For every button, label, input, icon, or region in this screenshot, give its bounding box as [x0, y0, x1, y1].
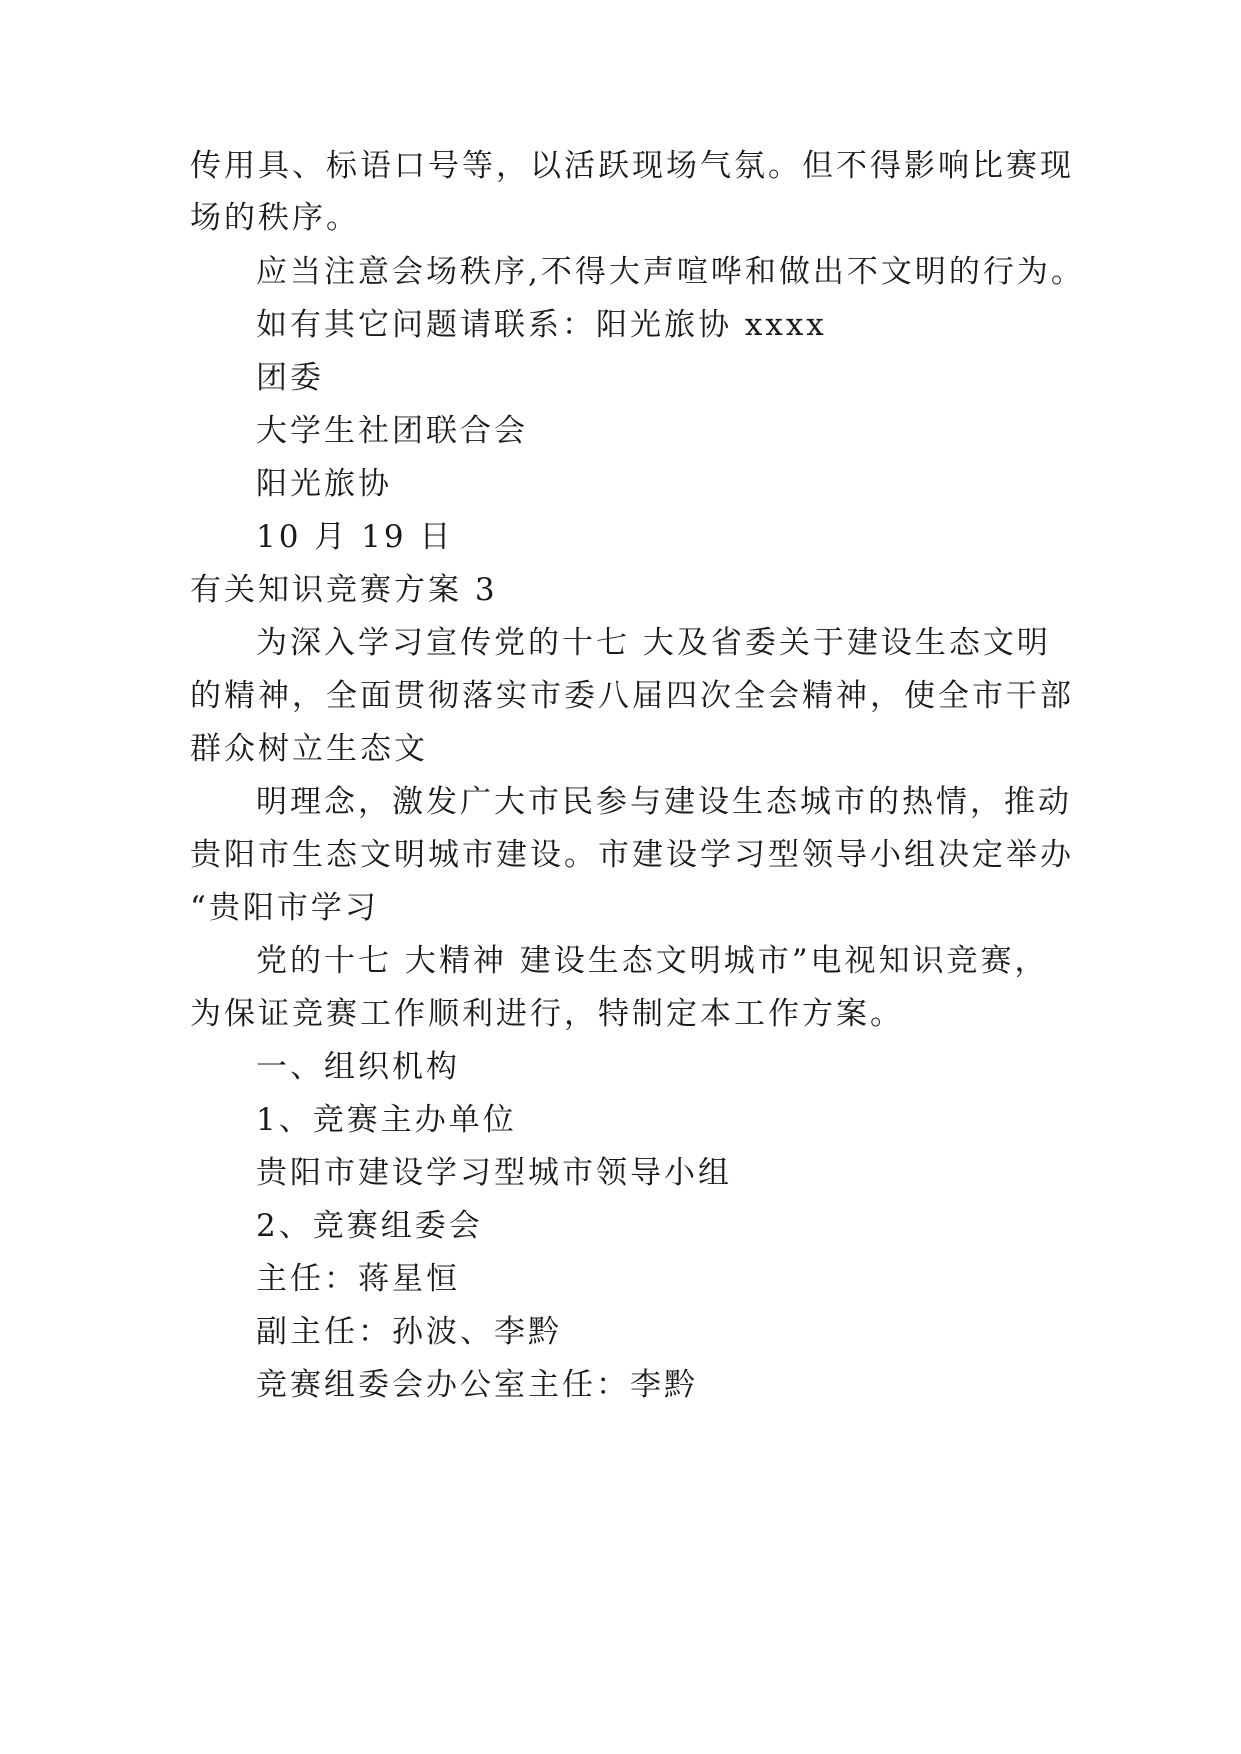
list-item: 贵阳市建设学习型城市领导小组: [256, 1155, 732, 1191]
body-text-line: 传用具、标语口号等，以活跃现场气氛。但不得影响比赛现: [190, 148, 1074, 184]
signature-date: 10 月 19 日: [256, 519, 454, 555]
body-text-line: 的精神，全面贯彻落实市委八届四次全会精神，使全市干部: [190, 678, 1074, 714]
section-heading: 有关知识竞赛方案 3: [190, 572, 498, 608]
signature-org-2: 大学生社团联合会: [256, 413, 528, 449]
body-text-line: 明理念，激发广大市民参与建设生态城市的热情，推动: [256, 784, 1072, 820]
body-text-line: 应当注意会场秩序,不得大声喧哗和做出不文明的行为。: [256, 254, 1085, 290]
body-text-line: 为保证竞赛工作顺利进行，特制定本工作方案。: [190, 996, 904, 1032]
body-text-line: 为深入学习宣传党的十七 大及省委关于建设生态文明: [256, 625, 1051, 661]
signature-org-3: 阳光旅协: [256, 466, 392, 502]
list-item: 2、竞赛组委会: [256, 1208, 483, 1244]
list-item: 主任：蒋星恒: [256, 1261, 460, 1297]
contact-line: 如有其它问题请联系：阳光旅协 xxxx: [256, 307, 827, 343]
subsection-heading: 一、组织机构: [256, 1049, 460, 1085]
list-item: 副主任：孙波、李黔: [256, 1314, 562, 1350]
body-text-line: 场的秩序。: [190, 200, 360, 236]
body-text-line: 贵阳市生态文明城市建设。市建设学习型领导小组决定举办: [190, 837, 1074, 873]
body-text-line: 党的十七 大精神 建设生态文明城市”电视知识竞赛，: [256, 943, 1049, 979]
body-text-line: 群众树立生态文: [190, 731, 428, 767]
body-text-line: “贵阳市学习: [190, 890, 379, 926]
list-item: 1、竞赛主办单位: [256, 1102, 517, 1138]
signature-org-1: 团委: [256, 360, 324, 396]
list-item: 竞赛组委会办公室主任：李黔: [256, 1367, 698, 1403]
